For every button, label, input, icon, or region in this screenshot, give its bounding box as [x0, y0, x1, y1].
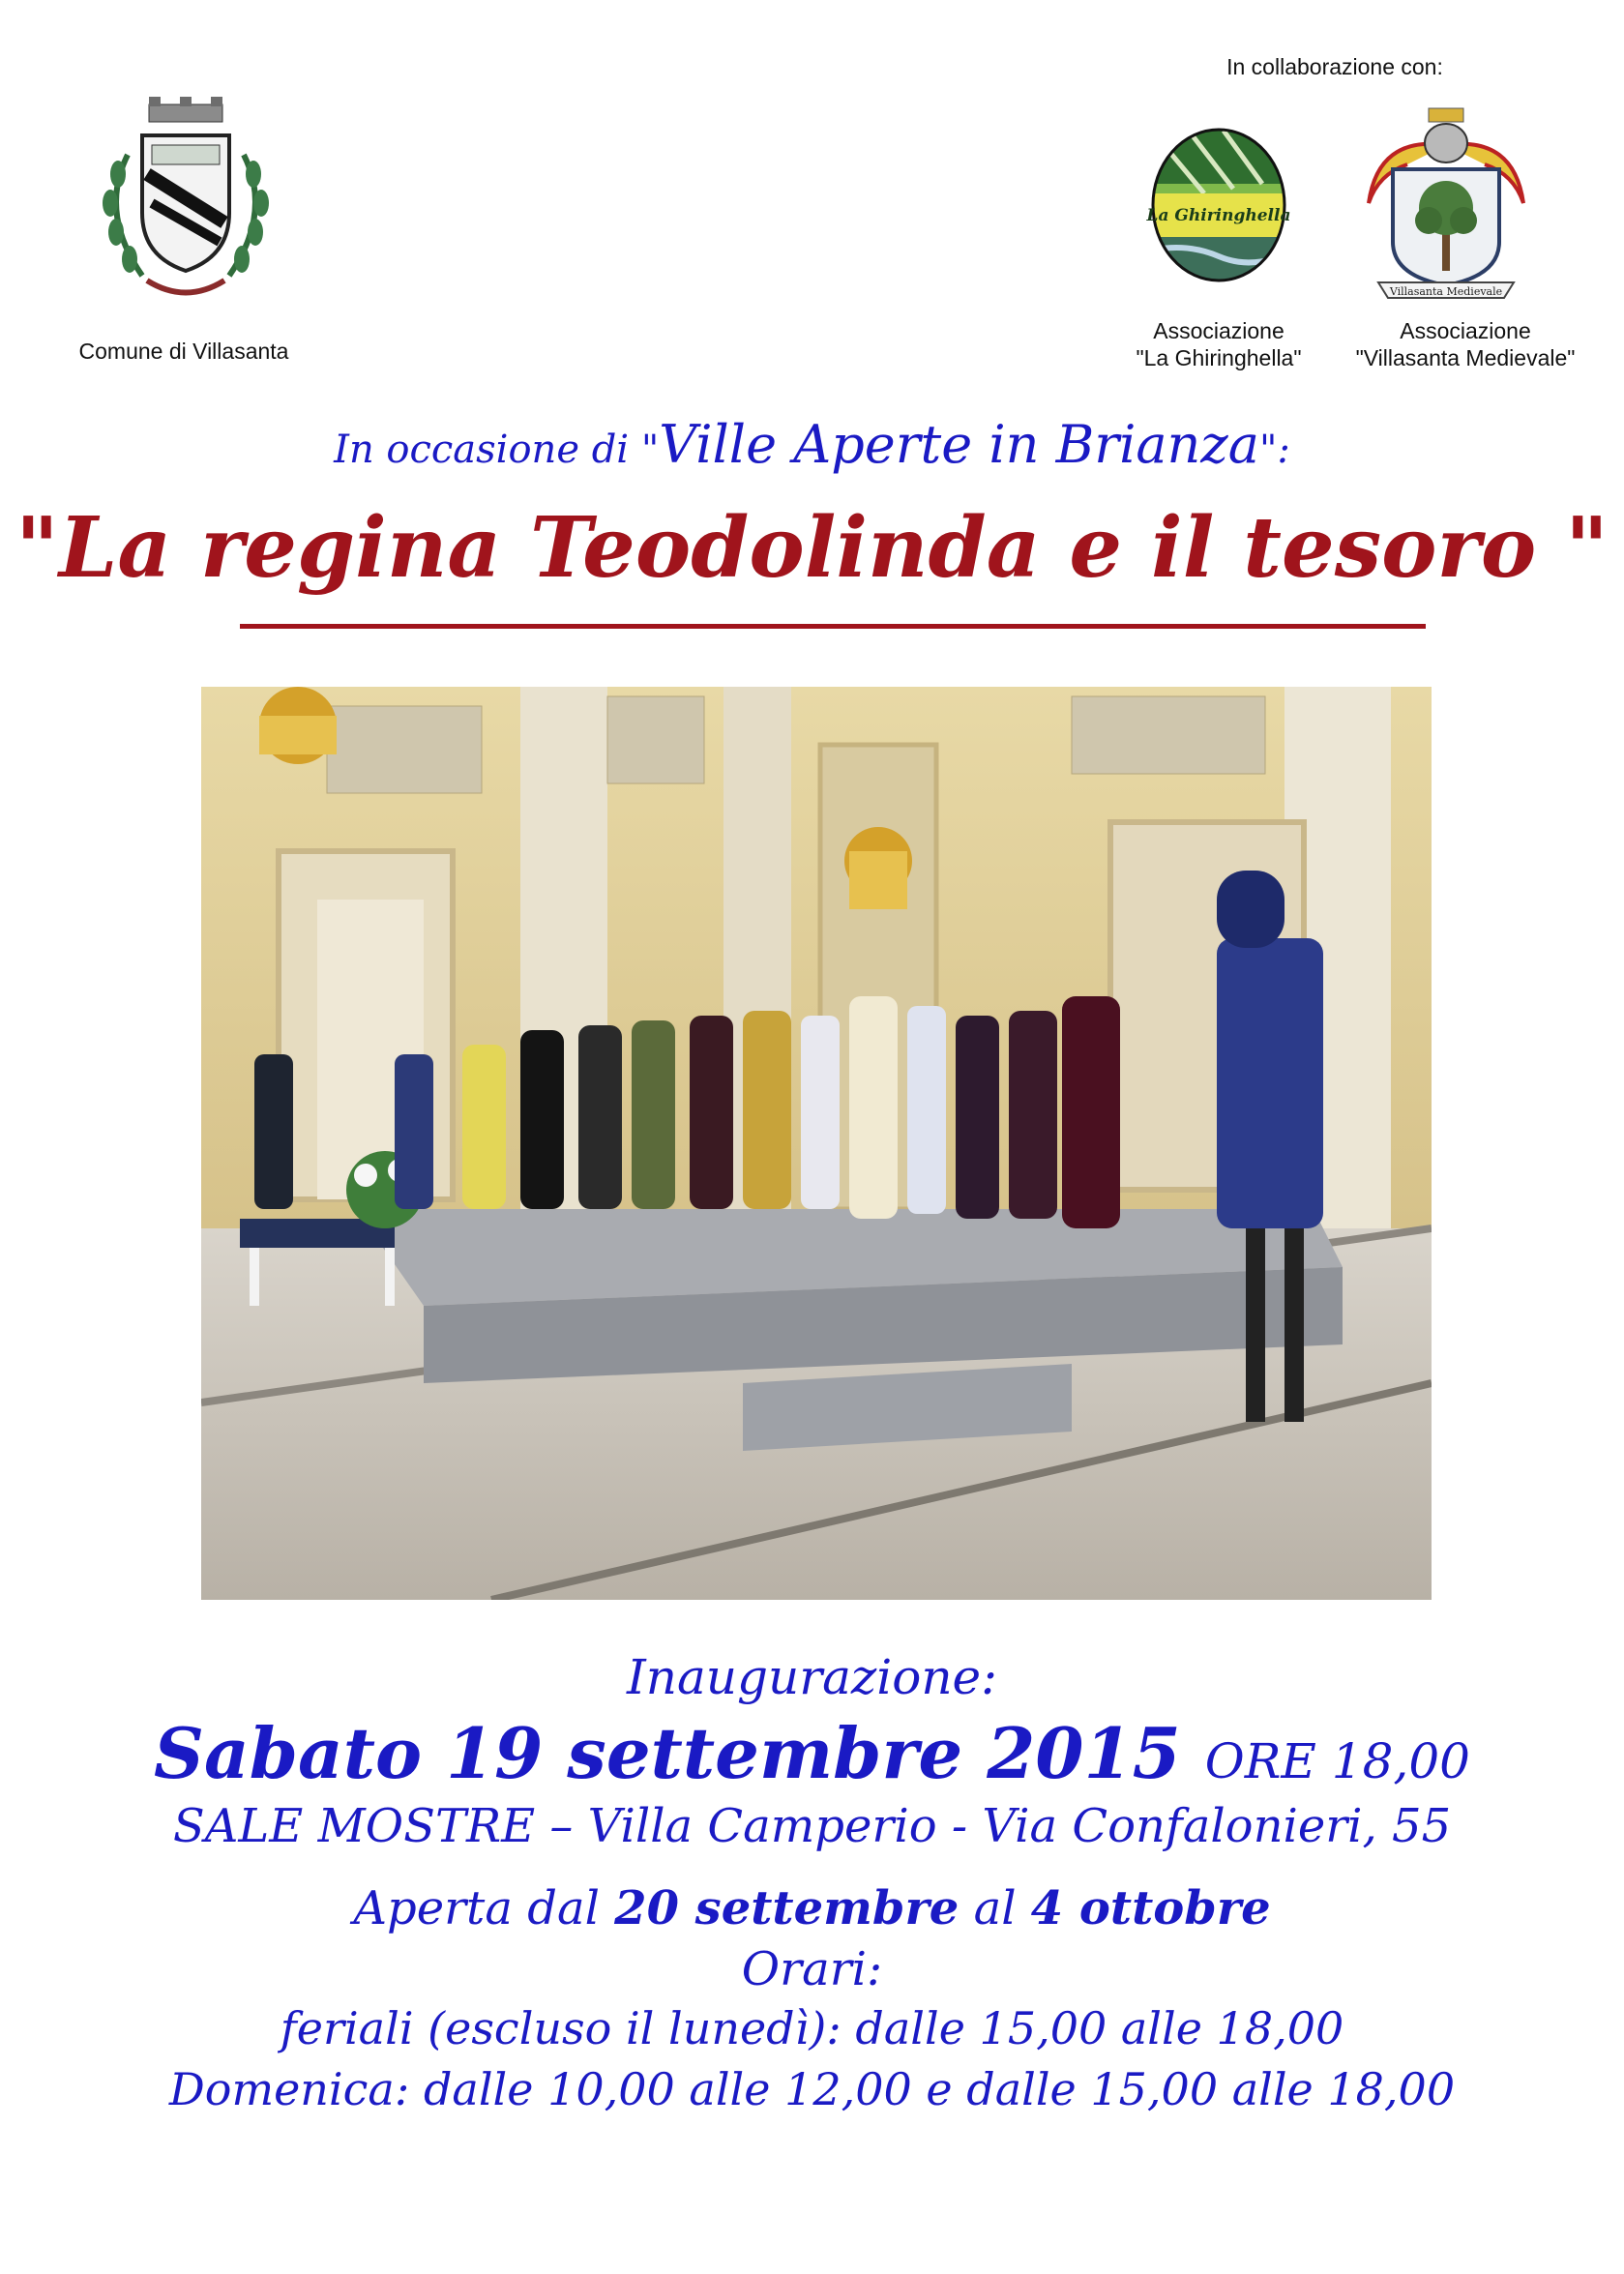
association-ghiringhella-line2: "La Ghiringhella" [1136, 345, 1302, 370]
inauguration-date: Sabato 19 settembre 2015 [154, 1712, 1181, 1794]
la-ghiringhella-logo-text: La Ghiringhella [1146, 206, 1291, 225]
opening-mid: al [959, 1881, 1031, 1935]
inauguration-date-line [0, 1712, 1624, 1794]
association-ghiringhella-line1: Associazione [1153, 318, 1284, 343]
occasion-prefix: In occasione di " [334, 428, 660, 472]
comune-coat-of-arms-logo [89, 97, 282, 305]
opening-prefix: Aperta dal [353, 1881, 615, 1935]
opening-period-line [0, 1881, 1624, 1935]
association-medievale-label [1325, 317, 1606, 371]
opening-end-date: 4 ottobre [1030, 1881, 1271, 1935]
collaboration-label: In collaborazione con: [1226, 54, 1443, 79]
sunday-hours: Domenica: dalle 10,00 alle 12,00 e dalle 15,00 alle 18,00 [168, 2063, 1456, 2115]
hours-heading: Orari: [741, 1942, 883, 1996]
la-ghiringhella-logo [1146, 126, 1291, 285]
comune-label: Comune di Villasanta [78, 339, 289, 364]
villasanta-medievale-logo [1359, 106, 1533, 300]
villasanta-medievale-logo-text: Villasanta Medievale [1389, 285, 1503, 298]
venue-line: SALE MOSTRE – Villa Camperio - Via Confalonieri, 55 [172, 1799, 1452, 1853]
inauguration-label: Inaugurazione: [627, 1649, 997, 1705]
weekday-hours: feriali (escluso il lunedì): dalle 15,00 alle 18,00 [280, 2002, 1344, 2054]
association-ghiringhella-label [1103, 317, 1335, 371]
event-photo [201, 687, 1432, 1600]
event-title: "La regina Teodolinda e il tesoro " [15, 499, 1609, 597]
association-medievale-line2: "Villasanta Medievale" [1355, 345, 1576, 370]
occasion-line [0, 414, 1624, 475]
opening-start-date: 20 settembre [614, 1881, 960, 1935]
title-underline [240, 624, 1426, 629]
occasion-event-name: Ville Aperte in Brianza [659, 414, 1259, 475]
inauguration-time: ORE 18,00 [1204, 1733, 1470, 1789]
association-medievale-line1: Associazione [1400, 318, 1531, 343]
occasion-suffix: ": [1258, 428, 1290, 472]
